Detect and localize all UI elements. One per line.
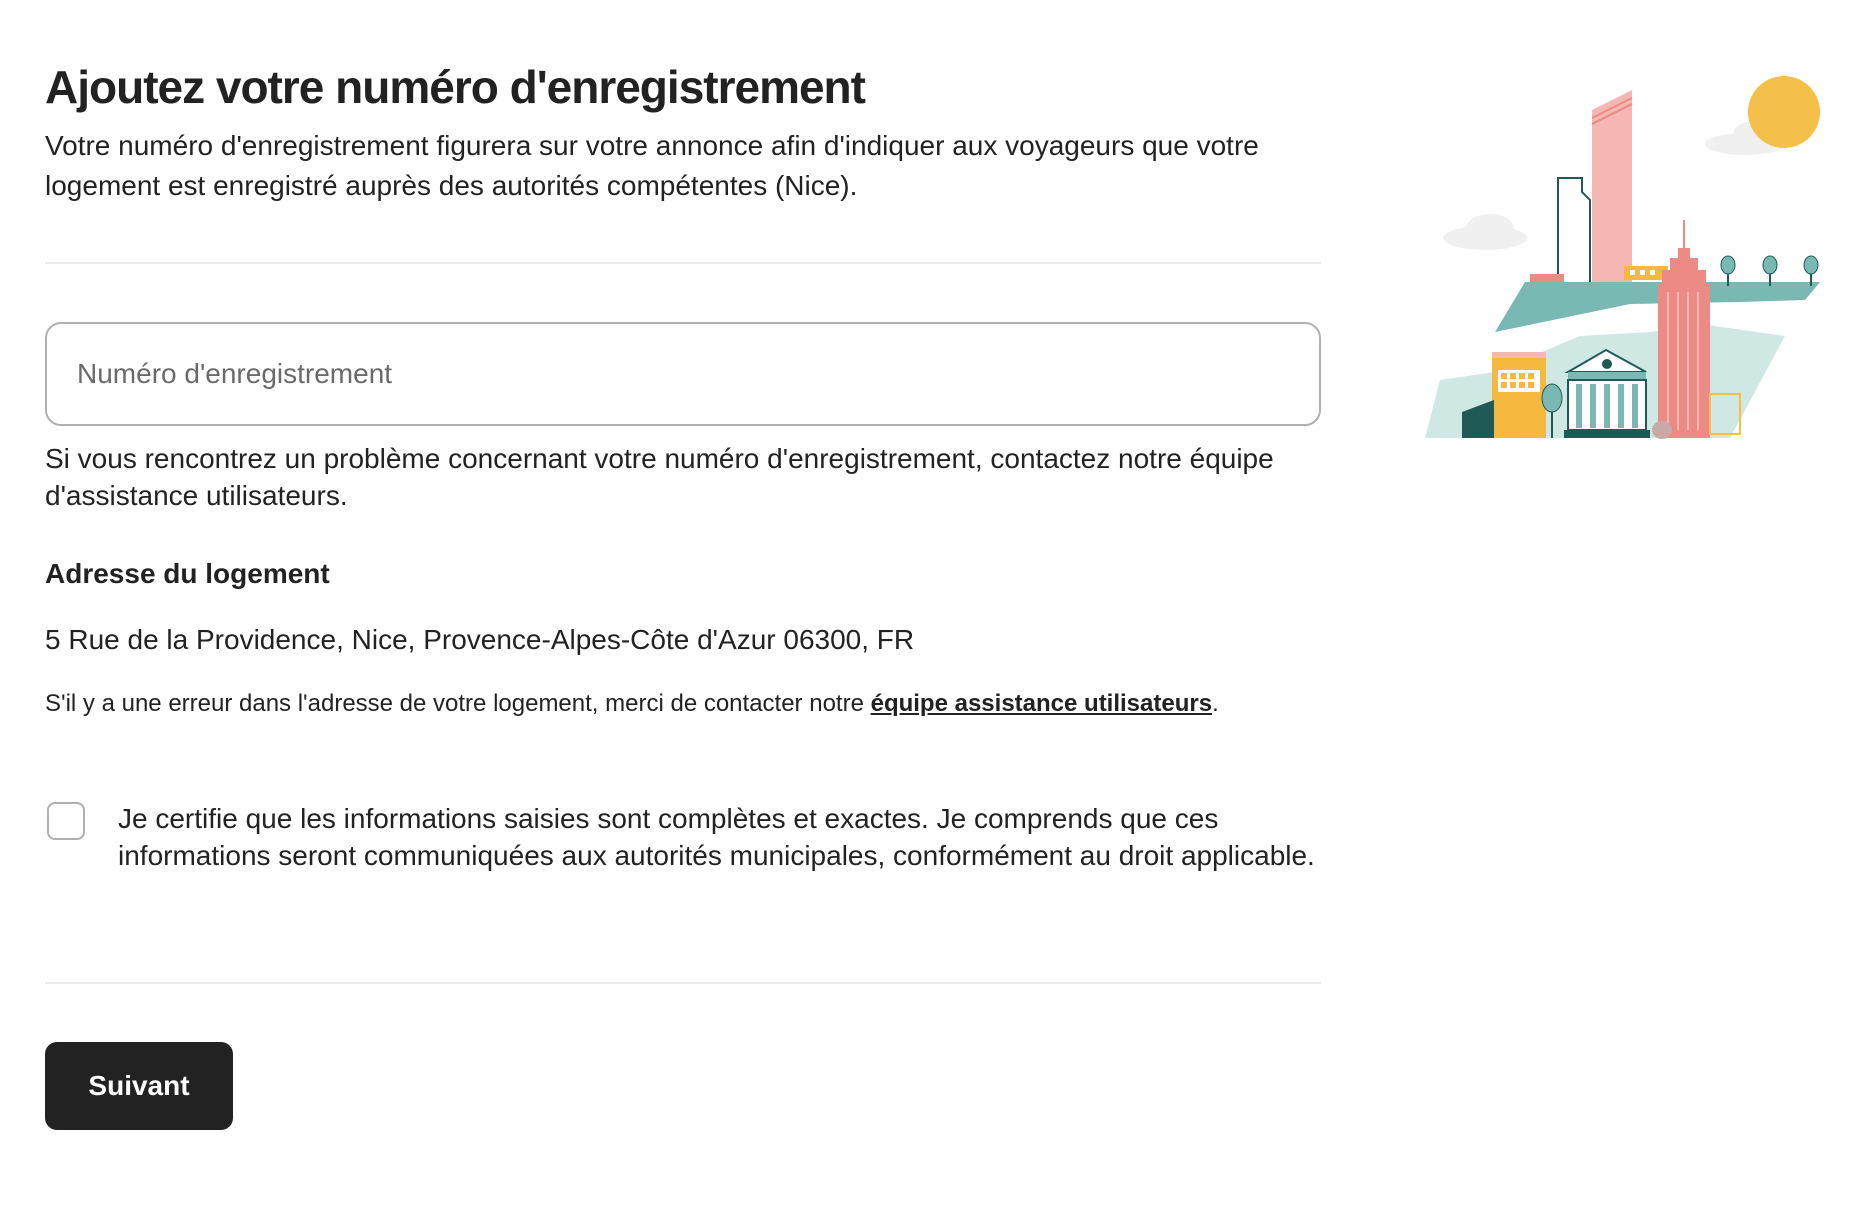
divider-top (45, 262, 1321, 264)
divider-bottom (45, 982, 1321, 984)
property-address: 5 Rue de la Providence, Nice, Provence-Alpes-Côte d'Azur 06300, FR (45, 624, 915, 655)
city-skyline-illustration (1400, 60, 1840, 450)
address-section-label: Adresse du logement (45, 558, 330, 589)
certification-text[interactable]: Je certifie que les informations saisies sont complètes et exactes. Je comprends que ces informations seront communiquées aux autorités municipales, conformément au droit applicable. (118, 803, 1315, 871)
teal-platform (1495, 282, 1820, 332)
page-subtitle: Votre numéro d'enregistrement figurera sur votre annonce afin d'indiquer aux voyageurs que votre logement est enregistré auprès des autorités compétentes (Nice). (45, 130, 1259, 201)
page-title: Ajoutez votre numéro d'enregistrement (45, 61, 865, 113)
certification-checkbox[interactable] (47, 802, 85, 840)
registration-number-field[interactable] (45, 322, 1321, 426)
window-a (1630, 270, 1635, 275)
registration-number-input[interactable] (75, 357, 1291, 391)
address-error-note (45, 688, 1321, 720)
certification-row (45, 800, 1321, 874)
city-skyline-graphic (1400, 60, 1840, 450)
registration-help-text: Si vous rencontrez un problème concernant votre numéro d'enregistrement, contactez notre équipe d'assistance utilisateurs. (45, 443, 1274, 511)
platform-trees (1721, 256, 1818, 286)
shrub (1652, 421, 1672, 439)
sun-shape (1748, 76, 1820, 148)
address-error-note-suffix: . (1212, 690, 1219, 717)
yellow-building (1492, 352, 1546, 438)
main-content (45, 58, 1321, 1130)
tree-crown (1542, 384, 1562, 412)
support-team-link[interactable]: équipe assistance utilisateurs (870, 690, 1213, 717)
cloud-left-top (1466, 214, 1514, 242)
window-c (1650, 270, 1655, 275)
next-button[interactable]: Suivant (45, 1042, 233, 1130)
coral-skyscraper (1658, 220, 1710, 438)
outline-building (1558, 178, 1590, 282)
window-b (1640, 270, 1645, 275)
pink-tower (1592, 90, 1632, 282)
address-error-note-prefix: S'il y a une erreur dans l'adresse de votre logement, merci de contacter notre (45, 690, 871, 717)
